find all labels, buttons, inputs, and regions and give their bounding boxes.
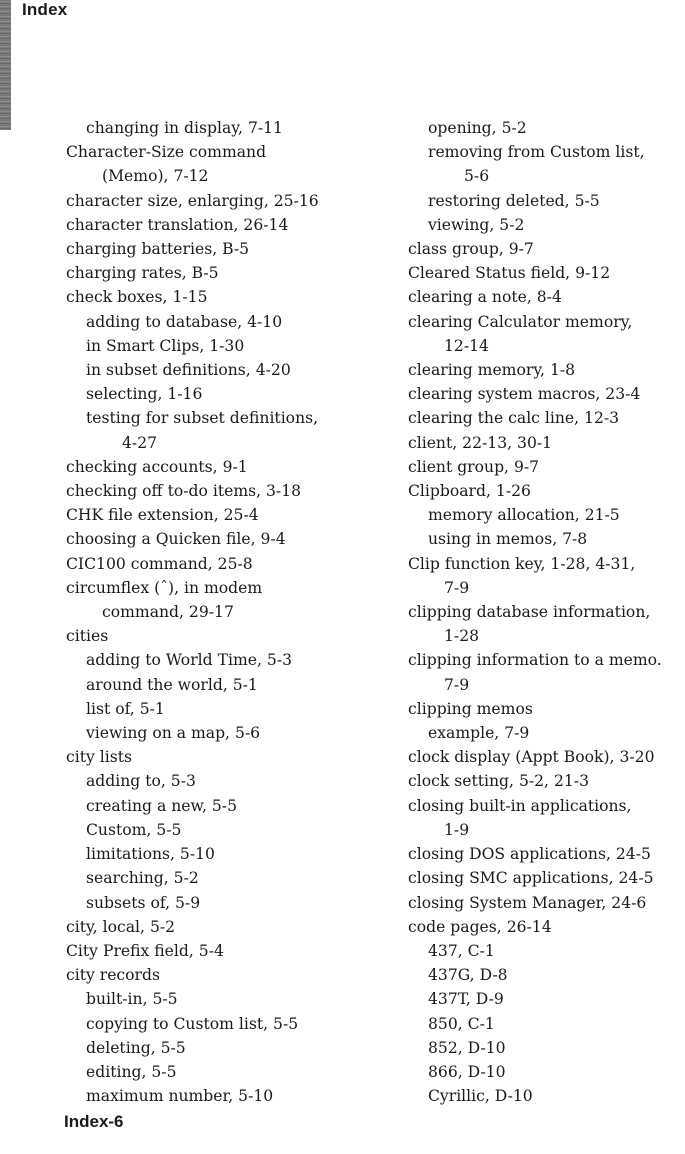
index-entry: closing DOS applications, 24-5 xyxy=(408,845,651,864)
index-entry: maximum number, 5-10 xyxy=(86,1087,274,1106)
index-entry: searching, 5-2 xyxy=(86,869,199,888)
index-entry: built-in, 5-5 xyxy=(86,990,178,1009)
index-entry: cities xyxy=(66,627,109,646)
index-entry: around the world, 5-1 xyxy=(86,675,258,694)
index-entry: client group, 9-7 xyxy=(408,457,540,476)
index-entry: Cleared Status field, 9-12 xyxy=(408,264,611,283)
index-entry: changing in display, 7-11 xyxy=(86,119,283,137)
index-entry: choosing a Quicken file, 9-4 xyxy=(66,530,286,549)
index-entry: example, 7-9 xyxy=(428,724,530,743)
index-entry: 5-6 xyxy=(464,167,490,186)
index-entry: Clipboard, 1-26 xyxy=(408,482,531,501)
index-entry: client, 22-13, 30-1 xyxy=(408,433,553,452)
index-entry: Character-Size command xyxy=(66,143,267,162)
index-entry: deleting, 5-5 xyxy=(86,1038,186,1057)
index-column-right xyxy=(408,116,684,1108)
index-entry: clock setting, 5-2, 21-3 xyxy=(408,772,589,791)
index-entry: limitations, 5-10 xyxy=(86,845,215,864)
index-entry: closing System Manager, 24-6 xyxy=(408,893,647,912)
index-entry: charging rates, B-5 xyxy=(66,264,219,283)
page-number: Index-6 xyxy=(64,1112,124,1131)
index-entry: Custom, 5-5 xyxy=(86,820,182,839)
index-entry: 437, C-1 xyxy=(428,941,495,960)
index-entry: testing for subset definitions, xyxy=(86,409,319,428)
index-entry: 1-28 xyxy=(444,627,480,646)
index-entry: in subset definitions, 4-20 xyxy=(86,361,291,380)
index-entry: city, local, 5-2 xyxy=(66,917,176,936)
index-entry: adding to, 5-3 xyxy=(86,772,196,791)
index-entry: 7-9 xyxy=(444,675,470,694)
index-entry: using in memos, 7-8 xyxy=(428,530,588,549)
index-entry: checking accounts, 9-1 xyxy=(66,457,248,476)
index-entry: 437G, D-8 xyxy=(428,966,508,985)
index-entry: command, 29-17 xyxy=(102,603,234,622)
index-entry: checking off to-do items, 3-18 xyxy=(66,482,302,501)
index-entry: code pages, 26-14 xyxy=(408,917,552,936)
index-entry: 1-9 xyxy=(444,820,470,839)
index-entry: clearing Calculator memory, xyxy=(408,312,633,331)
index-entry: clipping database information, xyxy=(408,603,651,622)
index-entry: city records xyxy=(66,966,160,985)
index-entry: 866, D-10 xyxy=(428,1062,506,1081)
index-entry: 12-14 xyxy=(444,336,489,355)
index-entry: 4-27 xyxy=(122,433,158,452)
index-entry: class group, 9-7 xyxy=(408,240,534,259)
index-entry: clipping memos xyxy=(408,699,533,718)
index-entry: creating a new, 5-5 xyxy=(86,796,237,815)
index-entry: character translation, 26-14 xyxy=(66,215,289,234)
index-entry: clearing the calc line, 12-3 xyxy=(408,409,620,428)
index-entry: editing, 5-5 xyxy=(86,1062,177,1081)
index-entry: subsets of, 5-9 xyxy=(86,893,201,912)
index-entry: CHK file extension, 25-4 xyxy=(66,506,259,525)
index-entry: Cyrillic, D-10 xyxy=(428,1087,533,1106)
index-entry: opening, 5-2 xyxy=(428,119,527,137)
index-entry: clearing memory, 1-8 xyxy=(408,361,576,380)
header-edge-bar xyxy=(0,0,11,130)
index-entry: adding to World Time, 5-3 xyxy=(86,651,293,670)
index-entry: city lists xyxy=(66,748,132,767)
index-entry: clearing system macros, 23-4 xyxy=(408,385,641,404)
index-entry: clearing a note, 8-4 xyxy=(408,288,562,307)
index-entry: 7-9 xyxy=(444,578,470,597)
index-entry: restoring deleted, 5-5 xyxy=(428,191,600,210)
index-entry: list of, 5-1 xyxy=(86,699,165,718)
index-entry: CIC100 command, 25-8 xyxy=(66,554,253,573)
index-entry: Clip function key, 1-28, 4-31, xyxy=(408,554,636,573)
index-entry: 850, C-1 xyxy=(428,1014,495,1033)
index-entry: copying to Custom list, 5-5 xyxy=(86,1014,299,1033)
index-entry: circumflex (ˆ), in modem xyxy=(66,578,263,597)
index-entry: selecting, 1-16 xyxy=(86,385,203,404)
index-entry: clipping information to a memo. xyxy=(408,651,662,670)
index-entry: character size, enlarging, 25-16 xyxy=(66,191,319,210)
index-column-left xyxy=(66,116,366,1108)
page-title: Index xyxy=(22,0,68,19)
index-entry: check boxes, 1-15 xyxy=(66,288,208,307)
index-entry: 852, D-10 xyxy=(428,1038,506,1057)
index-entry: memory allocation, 21-5 xyxy=(428,506,620,525)
index-entry: closing built-in applications, xyxy=(408,796,632,815)
index-entry: 437T, D-9 xyxy=(428,990,504,1009)
index-entry: clock display (Appt Book), 3-20 xyxy=(408,748,655,767)
index-entry: (Memo), 7-12 xyxy=(102,167,209,186)
index-entry: adding to database, 4-10 xyxy=(86,312,283,331)
index-entry: closing SMC applications, 24-5 xyxy=(408,869,654,888)
index-entry: viewing, 5-2 xyxy=(428,215,525,234)
index-entry: charging batteries, B-5 xyxy=(66,240,250,259)
index-entry: removing from Custom list, xyxy=(428,143,645,162)
index-entry: City Prefix field, 5-4 xyxy=(66,941,224,960)
index-entry: viewing on a map, 5-6 xyxy=(86,724,261,743)
index-entry: in Smart Clips, 1-30 xyxy=(86,336,245,355)
